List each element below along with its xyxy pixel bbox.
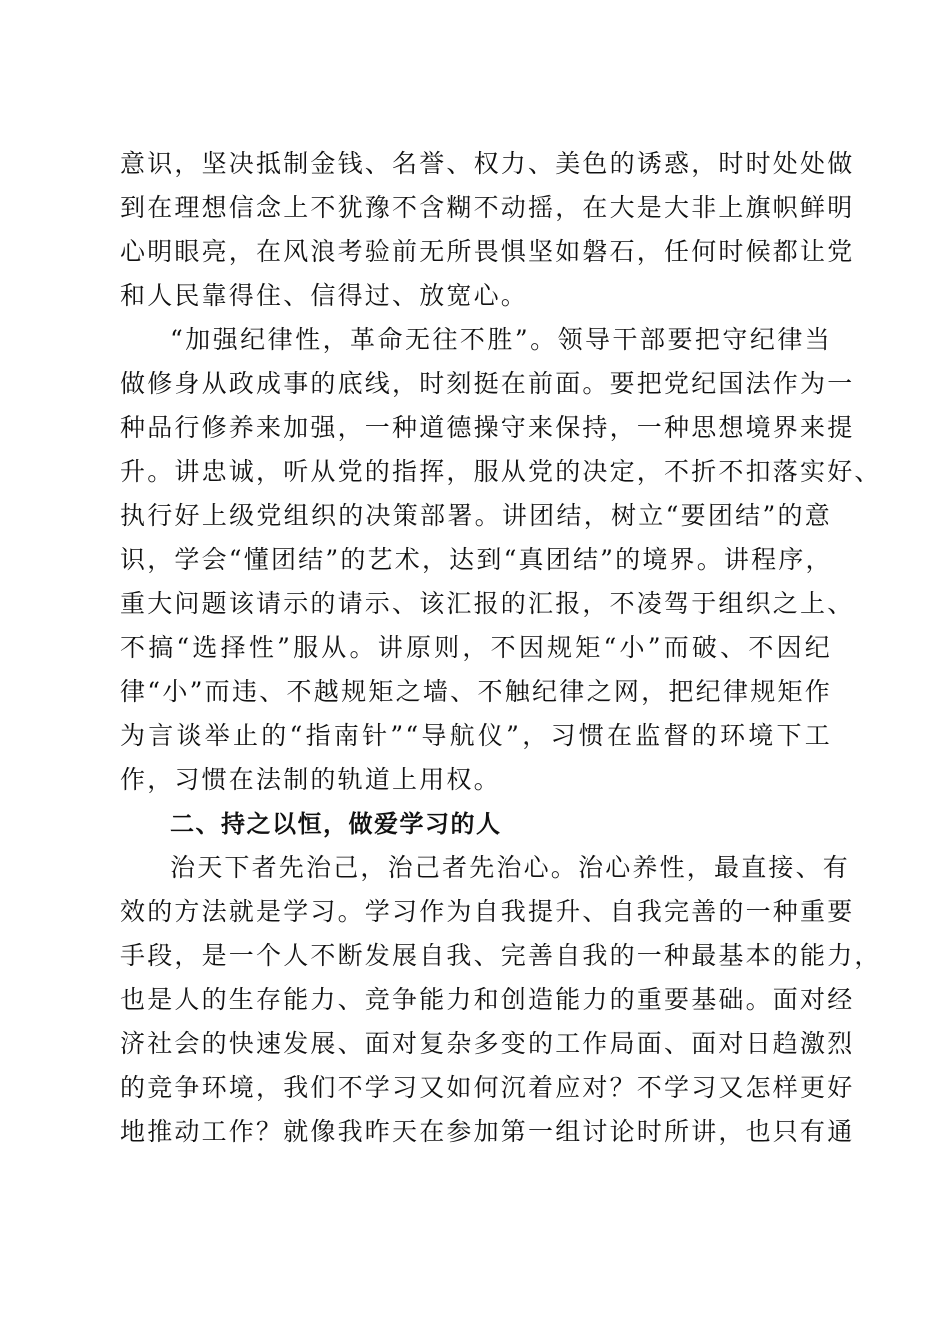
paragraph-discipline [120,318,882,802]
paragraph-learning [120,846,882,1154]
text-line: 手段，是一个人不断发展自我、完善自我的一种最基本的能力， [120,941,882,970]
text-line: 识，学会“懂团结”的艺术，达到“真团结”的境界。讲程序， [120,545,833,574]
text-line: 心明眼亮，在风浪考验前无所畏惧坚如磐石，任何时候都让党 [120,237,855,266]
section-heading: 二、持之以恒，做爱学习的人 [170,810,502,838]
text-line: 作，习惯在法制的轨道上用权。 [120,765,501,794]
text-line: 种品行修养来加强，一种道德操守来保持，一种思想境界来提 [120,413,855,442]
text-line: 为言谈举止的“指南针”“导航仪”，习惯在监督的环境下工 [120,721,832,750]
text-line: 做修身从政成事的底线，时刻挺在前面。要把党纪国法作为一 [120,369,855,398]
text-line: 升。讲忠诚，听从党的指挥，服从党的决定，不折不扣落实好、 [120,457,882,486]
text-line: 重大问题该请示的请示、该汇报的汇报，不凌驾于组织之上、 [120,589,855,618]
text-line: 也是人的生存能力、竞争能力和创造能力的重要基础。面对经 [120,985,855,1014]
text-line: 意识，坚决抵制金钱、名誉、权力、美色的诱惑，时时处处做 [120,149,855,178]
text-line: 效的方法就是学习。学习作为自我提升、自我完善的一种重要 [120,897,855,926]
text-line: 的竞争环境，我们不学习又如何沉着应对？不学习又怎样更好 [120,1073,855,1102]
text-line: 地推动工作？就像我昨天在参加第一组讨论时所讲，也只有通 [120,1117,855,1146]
paragraph-integrity [120,142,855,318]
text-line: 执行好上级党组织的决策部署。讲团结，树立“要团结”的意 [120,501,832,530]
text-line: 不搞“选择性”服从。讲原则，不因规矩“小”而破、不因纪 [120,633,832,662]
text-line: 和人民靠得住、信得过、放宽心。 [120,281,529,310]
text-line: 济社会的快速发展、面对复杂多变的工作局面、面对日趋激烈 [120,1029,855,1058]
text-line: 治天下者先治己，治己者先治心。治心养性，最直接、有 [170,853,851,882]
text-line: 律“小”而违、不越规矩之墙、不触纪律之网，把纪律规矩作 [120,677,832,706]
text-line: “加强纪律性，革命无往不胜”。领导干部要把守纪律当 [170,325,832,354]
text-line: 到在理想信念上不犹豫不含糊不动摇，在大是大非上旗帜鲜明 [120,193,855,222]
